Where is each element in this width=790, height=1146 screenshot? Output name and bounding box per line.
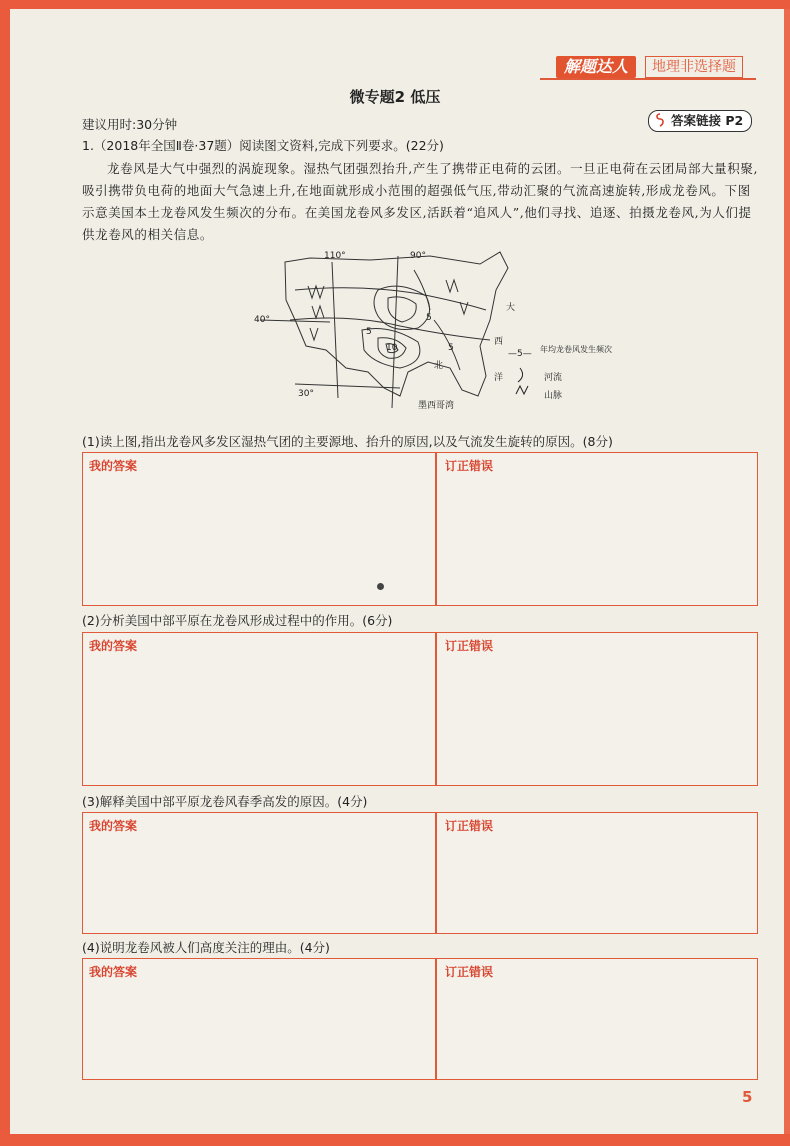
legend-mountain: 山脉: [544, 391, 563, 401]
header-rule: [540, 78, 756, 80]
question-1-passage: 龙卷风是大气中强烈的涡旋现象。湿热气团强烈抬升,产生了携带正电荷的云团。一旦正电荷在云团局部大量积聚,吸引携带负电荷的地面大气急速上升,在地面就形成小范围的超强低气压,带动汇聚的气流高速旋转,形成龙卷风。下图示意美国本土龙卷风发生频次的分布。在美国龙卷风多发区,活跃着“追风人”,他们寻找、追逐、拍摄龙卷风,为人们提供龙卷风的相关信息。: [82, 161, 759, 242]
contour-label-1: 5: [366, 327, 372, 337]
map-label-ocean-2: 西: [494, 337, 504, 347]
answer-box-divider: [435, 453, 437, 605]
subquestion-3: (3)解释美国中部平原龙卷风春季高发的原因。(4分): [82, 794, 368, 809]
answer-box-4[interactable]: [82, 958, 758, 1080]
map-label-ocean-1: 大: [506, 303, 516, 313]
time-suggestion: 建议用时:30分钟: [82, 117, 178, 132]
my-answer-label: 我的答案: [89, 639, 138, 653]
answer-box-divider: [435, 959, 437, 1079]
answer-box-3[interactable]: [82, 812, 758, 934]
river-legend-icon: [518, 368, 523, 382]
answer-box-2[interactable]: [82, 632, 758, 786]
contour-label-4: 10: [386, 343, 398, 353]
tornado-frequency-map: [250, 250, 620, 410]
subquestion-1: (1)读上图,指出龙卷风多发区湿热气团的主要源地、抬升的原因,以及气流发生旋转的原因。(8分): [82, 434, 613, 449]
left-border: [0, 9, 10, 1134]
page-number: 5: [742, 1088, 753, 1106]
map-label-90: 90°: [410, 251, 426, 261]
correction-label: 订正错误: [445, 819, 494, 833]
brand-logo: 解题达人: [556, 56, 636, 78]
top-border: [0, 0, 790, 9]
map-label-north: 北: [434, 361, 444, 371]
contour-label-3: 5: [448, 343, 454, 353]
section-tag: 地理非选择题: [645, 56, 743, 78]
legend-freq-symbol: —5—: [508, 349, 532, 359]
ink-dot: [377, 583, 384, 590]
map-label-110: 110°: [324, 251, 346, 261]
bottom-border: [0, 1134, 790, 1146]
correction-label: 订正错误: [445, 459, 494, 473]
my-answer-label: 我的答案: [89, 965, 138, 979]
link-icon: [655, 113, 665, 127]
answer-box-1[interactable]: [82, 452, 758, 606]
map-label-gulf: 墨西哥湾: [418, 401, 455, 410]
map-label-30: 30°: [298, 389, 314, 399]
answer-link[interactable]: [648, 110, 752, 132]
question-1-head: 1.（2018年全国Ⅱ卷·37题）阅读图文资料,完成下列要求。(22分): [82, 138, 444, 153]
answer-box-divider: [435, 813, 437, 933]
my-answer-label: 我的答案: [89, 819, 138, 833]
my-answer-label: 我的答案: [89, 459, 138, 473]
right-border: [784, 9, 790, 1134]
legend-freq-label: 年均龙卷风发生频次: [540, 345, 612, 354]
correction-label: 订正错误: [445, 639, 494, 653]
answer-link-label: 答案链接 P2: [671, 113, 744, 128]
page-title: 微专题2 低压: [349, 88, 441, 106]
correction-label: 订正错误: [445, 965, 494, 979]
subquestion-2: (2)分析美国中部平原在龙卷风形成过程中的作用。(6分): [82, 613, 393, 628]
subquestion-4: (4)说明龙卷风被人们高度关注的理由。(4分): [82, 940, 330, 955]
contour-label-2: 5: [426, 313, 432, 323]
map-label-ocean-3: 洋: [494, 373, 504, 383]
map-label-40: 40°: [254, 315, 270, 325]
legend-river: 河流: [544, 373, 563, 383]
answer-box-divider: [435, 633, 437, 785]
mountain-legend-icon: [516, 386, 528, 394]
